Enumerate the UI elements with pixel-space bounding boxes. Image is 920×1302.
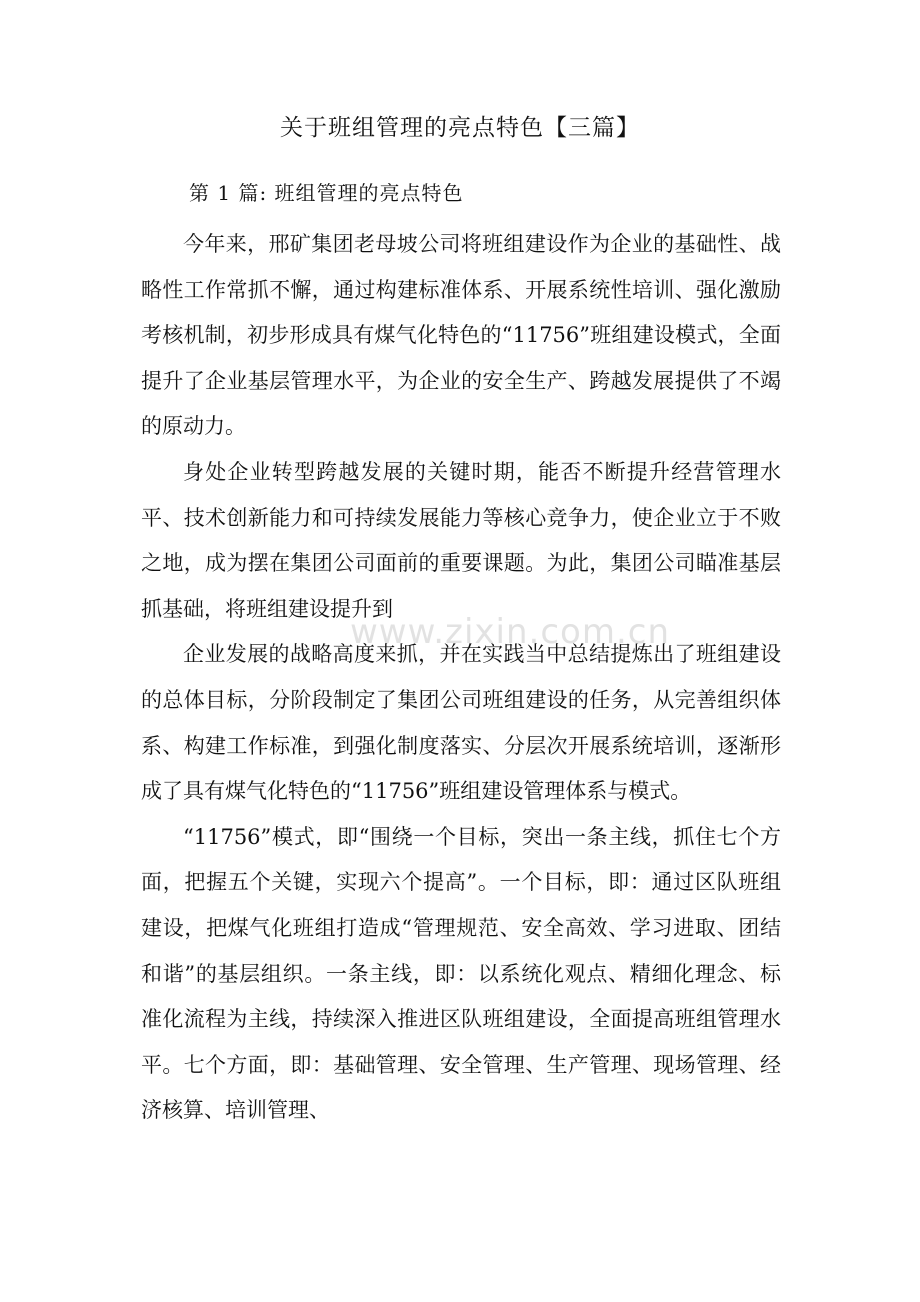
paragraph-3: 企业发展的战略高度来抓，并在实践当中总结提炼出了班组建设的总体目标，分阶段制定了集团公司班组建设的任务，从完善组织体系、构建工作标准，到强化制度落实、分层次开展系统培训，逐渐形成了具有煤气化特色的“11756”班组建设管理体系与模式。 bbox=[141, 642, 781, 804]
watermark: www.zixin.com.cn bbox=[350, 612, 670, 652]
document-body bbox=[141, 222, 781, 1134]
paragraph-2: 身处企业转型跨越发展的关键时期，能否不断提升经营管理水平、技术创新能力和可持续发展能力等核心竞争力，使企业立于不败之地，成为摆在集团公司面前的重要课题。为此，集团公司瞄准基层抓基础，将班组建设提升到 bbox=[141, 459, 781, 621]
section-heading: 第 1 篇: 班组管理的亮点特色 bbox=[189, 181, 464, 205]
paragraph-1: 今年来，邢矿集团老母坡公司将班组建设作为企业的基础性、战略性工作常抓不懈，通过构建标准体系、开展系统性培训、强化激励考核机制，初步形成具有煤气化特色的“11756”班组建设模式，全面提升了企业基层管理水平，为企业的安全生产、跨越发展提供了不竭的原动力。 bbox=[141, 232, 781, 439]
document-title: 关于班组管理的亮点特色【三篇】 bbox=[280, 115, 640, 141]
paragraph-4: “11756”模式，即“围绕一个目标，突出一条主线，抓住七个方面，把握五个关键，实现六个提高”。一个目标，即：通过区队班组建设，把煤气化班组打造成“管理规范、安全高效、学习进取、团结和谐”的基层组织。一条主线，即：以系统化观点、精细化理念、标准化流程为主线，持续深入推进区队班组建设，全面提高班组管理水平。七个方面，即：基础管理、安全管理、生产管理、现场管理、经济核算、培训管理、 bbox=[141, 824, 781, 1123]
